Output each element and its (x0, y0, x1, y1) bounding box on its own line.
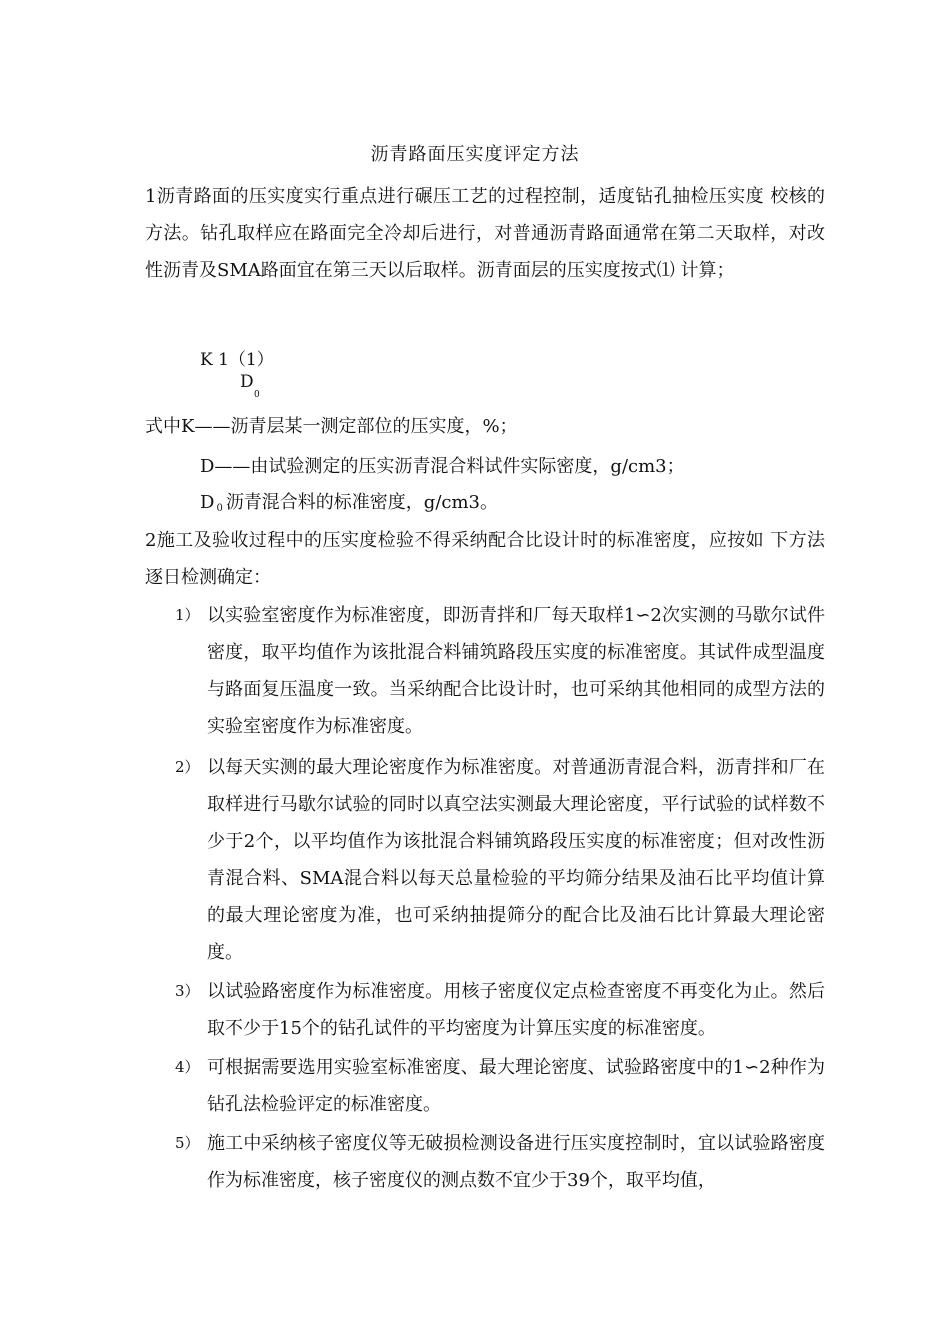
page-title: 沥青路面压实度评定方法 (370, 144, 580, 165)
list-item-number: 2） (175, 758, 200, 776)
list-item-number: 1） (175, 606, 200, 624)
formula-line-1: K 1（1） (200, 350, 274, 370)
list-item (175, 973, 825, 1047)
definition-d: D——由试验测定的压实沥青混合料试件实际密度，g/cm3； (200, 456, 685, 477)
list-item-text: 以每天实测的最大理论密度作为标准密度。对普通沥青混合料，沥青拌和厂在取样进行马歇尔试验的同时以真空法实测最大理论密度，平行试验的试样数不少于2个，以平均值作为该批混合料铺筑路段压实度的标准密度；但对改性沥青混合料、SMA混合料以每天总量检验的平均筛分结果及油石比平均值计算的最大理论密度为准，也可采纳抽提筛分的配合比及油石比计算最大理论密度。 (207, 757, 825, 963)
list-item (175, 1125, 825, 1199)
definition-d0 (200, 488, 498, 524)
definition-k: 式中K——沥青层某一测定部位的压实度，%； (145, 416, 518, 437)
formula-line-2: D (240, 372, 254, 392)
list-item (175, 749, 825, 971)
formula-line-3: 0 (254, 390, 260, 400)
list-item-text: 可根据需要选用实验室标准密度、最大理论密度、试验路密度中的1∽2种作为钻孔法检验评定的标准密度。 (207, 1057, 825, 1115)
definition-d0-text: 沥青混合料的标准密度，g/cm3。 (225, 492, 498, 513)
list-item-number: 4） (175, 1058, 200, 1076)
list-item-text: 以试验路密度作为标准密度。用核子密度仪定点检查密度不再变化为止。然后取不少于15个的钻孔试件的平均密度为计算压实度的标准密度。 (207, 981, 825, 1039)
definition-d0-symbol: D (200, 492, 215, 513)
formula (200, 350, 400, 406)
list-item-text: 以实验室密度作为标准密度，即沥青拌和厂每天取样1∽2次实测的马歇尔试件密度，取平均值作为该批混合料铺筑路段压实度的标准密度。其试件成型温度与路面复压温度一致。当采纳配合比设计时，也可采纳其他相同的成型方法的实验室密度作为标准密度。 (207, 605, 825, 737)
paragraph-2: 2施工及验收过程中的压实度检验不得采纳配合比设计时的标准密度，应按如 下方法逐日检测确定： (145, 530, 825, 588)
paragraph-1: 1沥青路面的压实度实行重点进行碾压工艺的过程控制，适度钻孔抽检压实度 校核的方法。钻孔取样应在路面完全冷却后进行，对普通沥青路面通常在第二天取样，对改性沥青及SMA路面宜在第三天以后取样。沥青面层的压实度按式⑴ 计算； (145, 186, 825, 281)
list-item (175, 1049, 825, 1123)
list-item-number: 3） (175, 982, 200, 1000)
list-item (175, 597, 825, 745)
list-item-text: 施工中采纳核子密度仪等无破损检测设备进行压实度控制时，宜以试验路密度作为标准密度，核子密度仪的测点数不宜少于39个，取平均值， (207, 1133, 825, 1191)
list-item-number: 5） (175, 1134, 200, 1152)
definition-d0-subscript: 0 (216, 503, 223, 514)
